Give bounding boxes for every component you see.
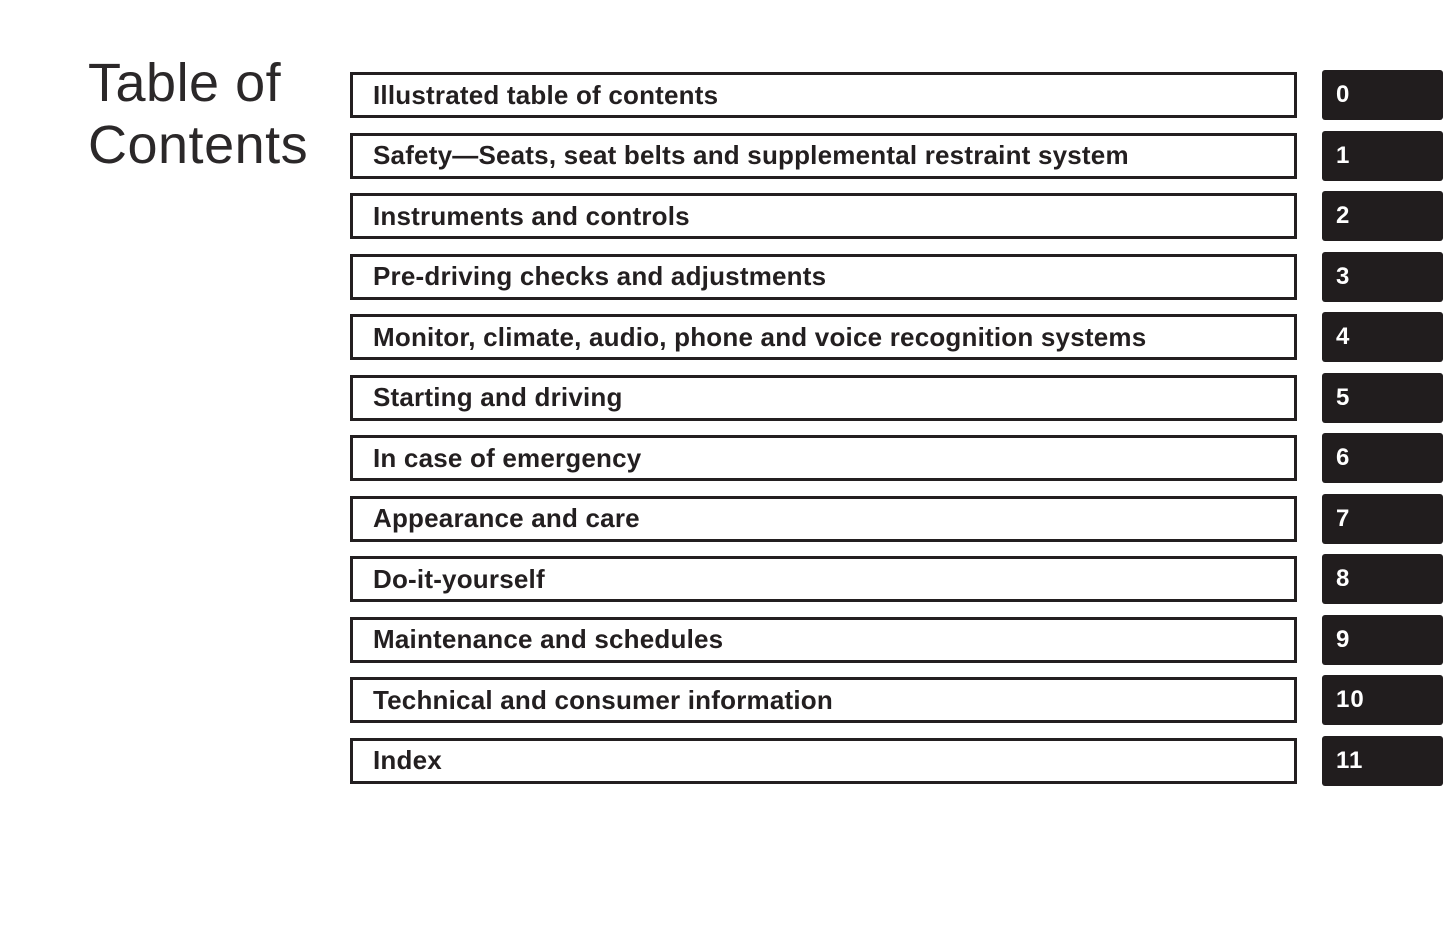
toc-tab-number: 1	[1336, 141, 1351, 169]
toc-section-entry[interactable]	[350, 556, 1297, 602]
toc-edge-tab[interactable]	[1322, 615, 1443, 665]
toc-row	[350, 617, 1443, 663]
page-title-line1: Table of	[88, 53, 282, 113]
toc-section-entry[interactable]	[350, 435, 1297, 481]
page-title-line2: Contents	[88, 115, 309, 175]
toc-row	[350, 193, 1443, 239]
toc-edge-tab[interactable]	[1322, 494, 1443, 544]
toc-section-label: Do-it-yourself	[373, 563, 545, 594]
toc-tab-number: 4	[1336, 323, 1351, 350]
toc-edge-tab[interactable]	[1322, 191, 1443, 241]
toc-row	[350, 133, 1443, 179]
toc-row	[350, 738, 1443, 784]
toc-section-entry[interactable]	[350, 738, 1297, 784]
toc-tab-number: 7	[1336, 504, 1351, 532]
toc-row	[350, 72, 1443, 118]
toc-edge-tab[interactable]	[1322, 252, 1443, 302]
toc-section-entry[interactable]	[350, 133, 1297, 179]
toc-tab-number: 10	[1336, 686, 1365, 713]
toc-section-label: Maintenance and schedules	[373, 624, 724, 654]
toc-section-label: Safety—Seats, seat belts and supplemental restraint system	[373, 140, 1129, 170]
toc-edge-tab[interactable]	[1322, 70, 1443, 120]
toc-tab-number: 11	[1336, 746, 1364, 774]
toc-section-entry[interactable]	[350, 314, 1297, 360]
toc-tab-number: 2	[1336, 202, 1351, 229]
toc-row	[350, 556, 1443, 602]
toc-section-label: Instruments and controls	[373, 200, 690, 231]
toc-edge-tab[interactable]	[1322, 312, 1443, 362]
toc-tab-number: 8	[1336, 565, 1351, 592]
page-title	[88, 52, 308, 176]
toc-edge-tab[interactable]	[1322, 675, 1443, 725]
toc-tab-number: 9	[1336, 625, 1351, 653]
toc-tab-number: 6	[1336, 444, 1351, 471]
toc-row	[350, 677, 1443, 723]
toc-section-label: Starting and driving	[373, 382, 623, 412]
toc-section-entry[interactable]	[350, 193, 1297, 239]
toc-section-entry[interactable]	[350, 677, 1297, 723]
toc-section-label: In case of emergency	[373, 442, 642, 473]
toc-edge-tab[interactable]	[1322, 433, 1443, 483]
toc-edge-tab[interactable]	[1322, 131, 1443, 181]
toc-row	[350, 254, 1443, 300]
toc-section-label: Technical and consumer information	[373, 684, 833, 715]
toc-section-entry[interactable]	[350, 617, 1297, 663]
toc-edge-tab[interactable]	[1322, 554, 1443, 604]
toc-edge-tab[interactable]	[1322, 373, 1443, 423]
toc-edge-tab[interactable]	[1322, 736, 1443, 786]
toc-section-entry[interactable]	[350, 375, 1297, 421]
toc-row	[350, 375, 1443, 421]
toc-section-label: Appearance and care	[373, 503, 640, 533]
toc-section-entry[interactable]	[350, 254, 1297, 300]
toc-section-label: Monitor, climate, audio, phone and voice recognition systems	[373, 321, 1147, 352]
toc-section-entry[interactable]	[350, 72, 1297, 118]
toc-section-label: Pre-driving checks and adjustments	[373, 261, 827, 291]
toc-section-entry[interactable]	[350, 496, 1297, 542]
toc-row	[350, 496, 1443, 542]
toc-section-label: Index	[373, 745, 442, 775]
toc-row	[350, 435, 1443, 481]
toc-tab-number: 0	[1336, 81, 1351, 108]
toc-list	[350, 72, 1443, 798]
toc-tab-number: 5	[1336, 383, 1351, 411]
toc-section-label: Illustrated table of contents	[373, 79, 719, 110]
toc-row	[350, 314, 1443, 360]
toc-tab-number: 3	[1336, 262, 1351, 290]
